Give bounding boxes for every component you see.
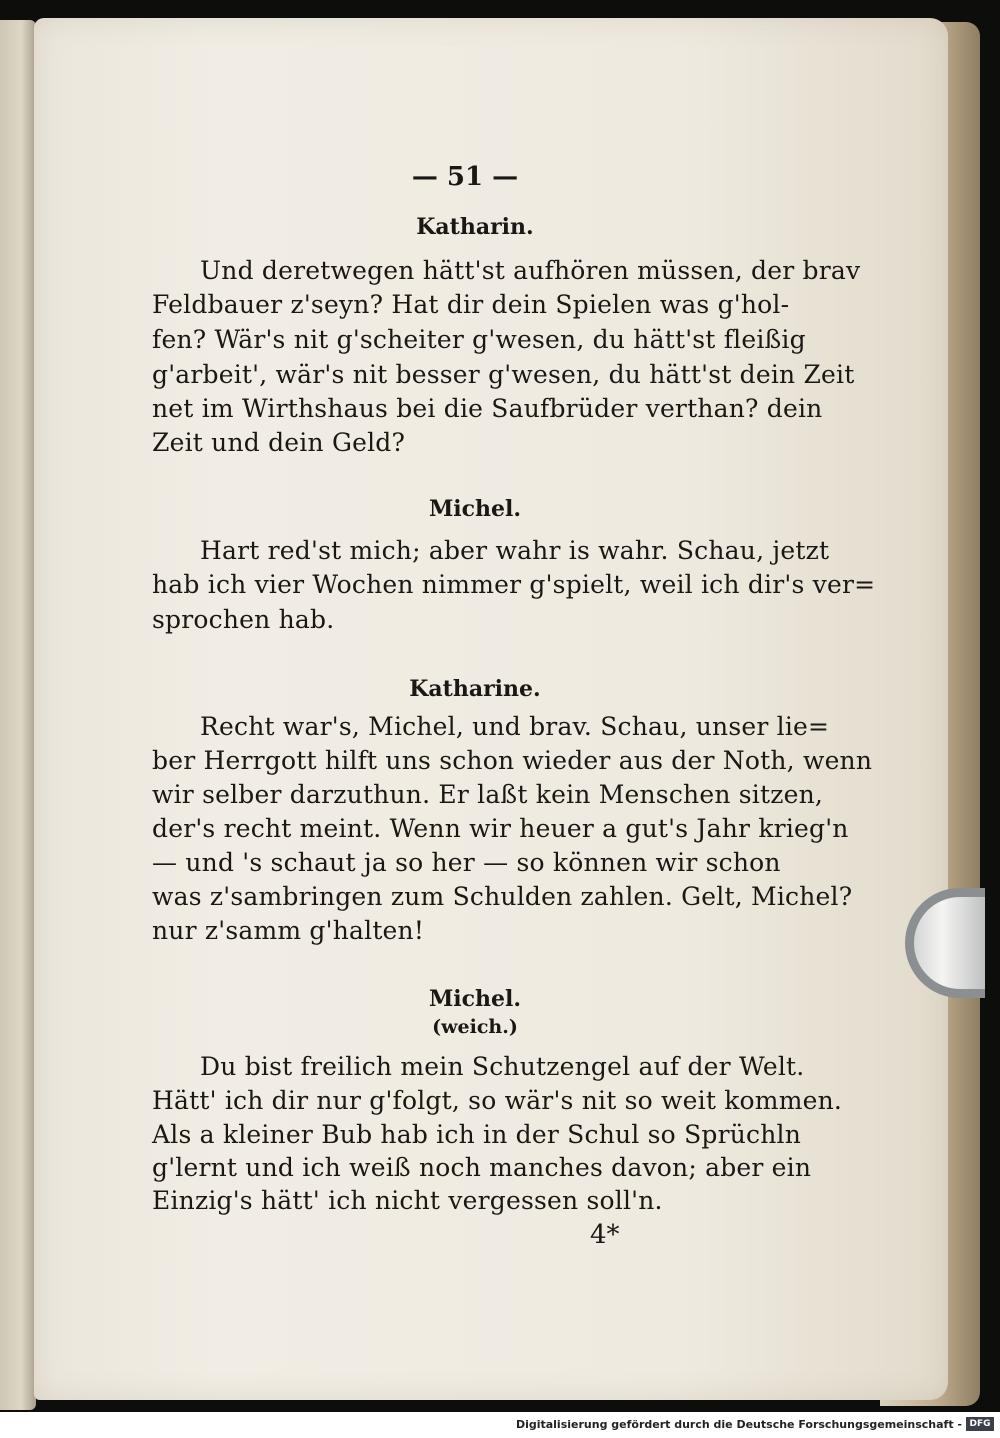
- text-line: wir selber darzuthun. Er laßt kein Menschen sitzen,: [152, 780, 824, 809]
- page-number: — 51 —: [411, 162, 519, 192]
- footer-credit: Digitalisierung gefördert durch die Deutsche Forschungsgemeinschaft -: [515, 1418, 962, 1431]
- text-line: Einzig's hätt' ich nicht vergessen soll'n.: [152, 1186, 663, 1215]
- speaker-heading: Katharin.: [416, 214, 534, 240]
- signature-mark: 4*: [590, 1220, 620, 1250]
- speaker-heading: Michel.: [428, 496, 522, 522]
- text-line: g'lernt und ich weiß noch manches davon; aber ein: [152, 1153, 812, 1182]
- speaker-heading: Michel.: [428, 986, 522, 1012]
- text-line: — und 's schaut ja so her — so können wir schon: [152, 848, 781, 877]
- text-line: sprochen hab.: [152, 605, 335, 634]
- speaker-heading: Katharine.: [409, 676, 541, 702]
- text-line: Du bist freilich mein Schutzengel auf der Welt.: [200, 1052, 805, 1081]
- stage-direction: (weich.): [432, 1016, 518, 1038]
- text-line: Hart red'st mich; aber wahr is wahr. Schau, jetzt: [200, 536, 830, 565]
- text-line: was z'sambringen zum Schulden zahlen. Gelt, Michel?: [152, 882, 853, 911]
- text-line: nur z'samm g'halten!: [152, 916, 425, 945]
- text-line: Feldbauer z'seyn? Hat dir dein Spielen was g'hol-: [152, 290, 790, 319]
- text-line: g'arbeit', wär's nit besser g'wesen, du hätt'st dein Zeit: [152, 360, 855, 389]
- text-line: Und deretwegen hätt'st aufhören müssen, der brav: [200, 256, 861, 285]
- text-line: der's recht meint. Wenn wir heuer a gut's Jahr krieg'n: [152, 814, 849, 843]
- text-line: Recht war's, Michel, und brav. Schau, unser lie=: [200, 712, 830, 741]
- text-line: Als a kleiner Bub hab ich in der Schul so Sprüchln: [152, 1120, 802, 1149]
- text-line: Hätt' ich dir nur g'folgt, so wär's nit so weit kommen.: [152, 1086, 843, 1115]
- text-line: net im Wirthshaus bei die Saufbrüder verthan? dein: [152, 394, 823, 423]
- left-page-edge: [0, 20, 36, 1410]
- dfg-logo: DFG: [966, 1417, 994, 1431]
- text-line: hab ich vier Wochen nimmer g'spielt, weil ich dir's ver=: [152, 570, 876, 599]
- text-line: Zeit und dein Geld?: [152, 428, 406, 457]
- text-line: fen? Wär's nit g'scheiter g'wesen, du hätt'st fleißig: [152, 325, 806, 354]
- text-line: ber Herrgott hilft uns schon wieder aus der Noth, wenn: [152, 746, 873, 775]
